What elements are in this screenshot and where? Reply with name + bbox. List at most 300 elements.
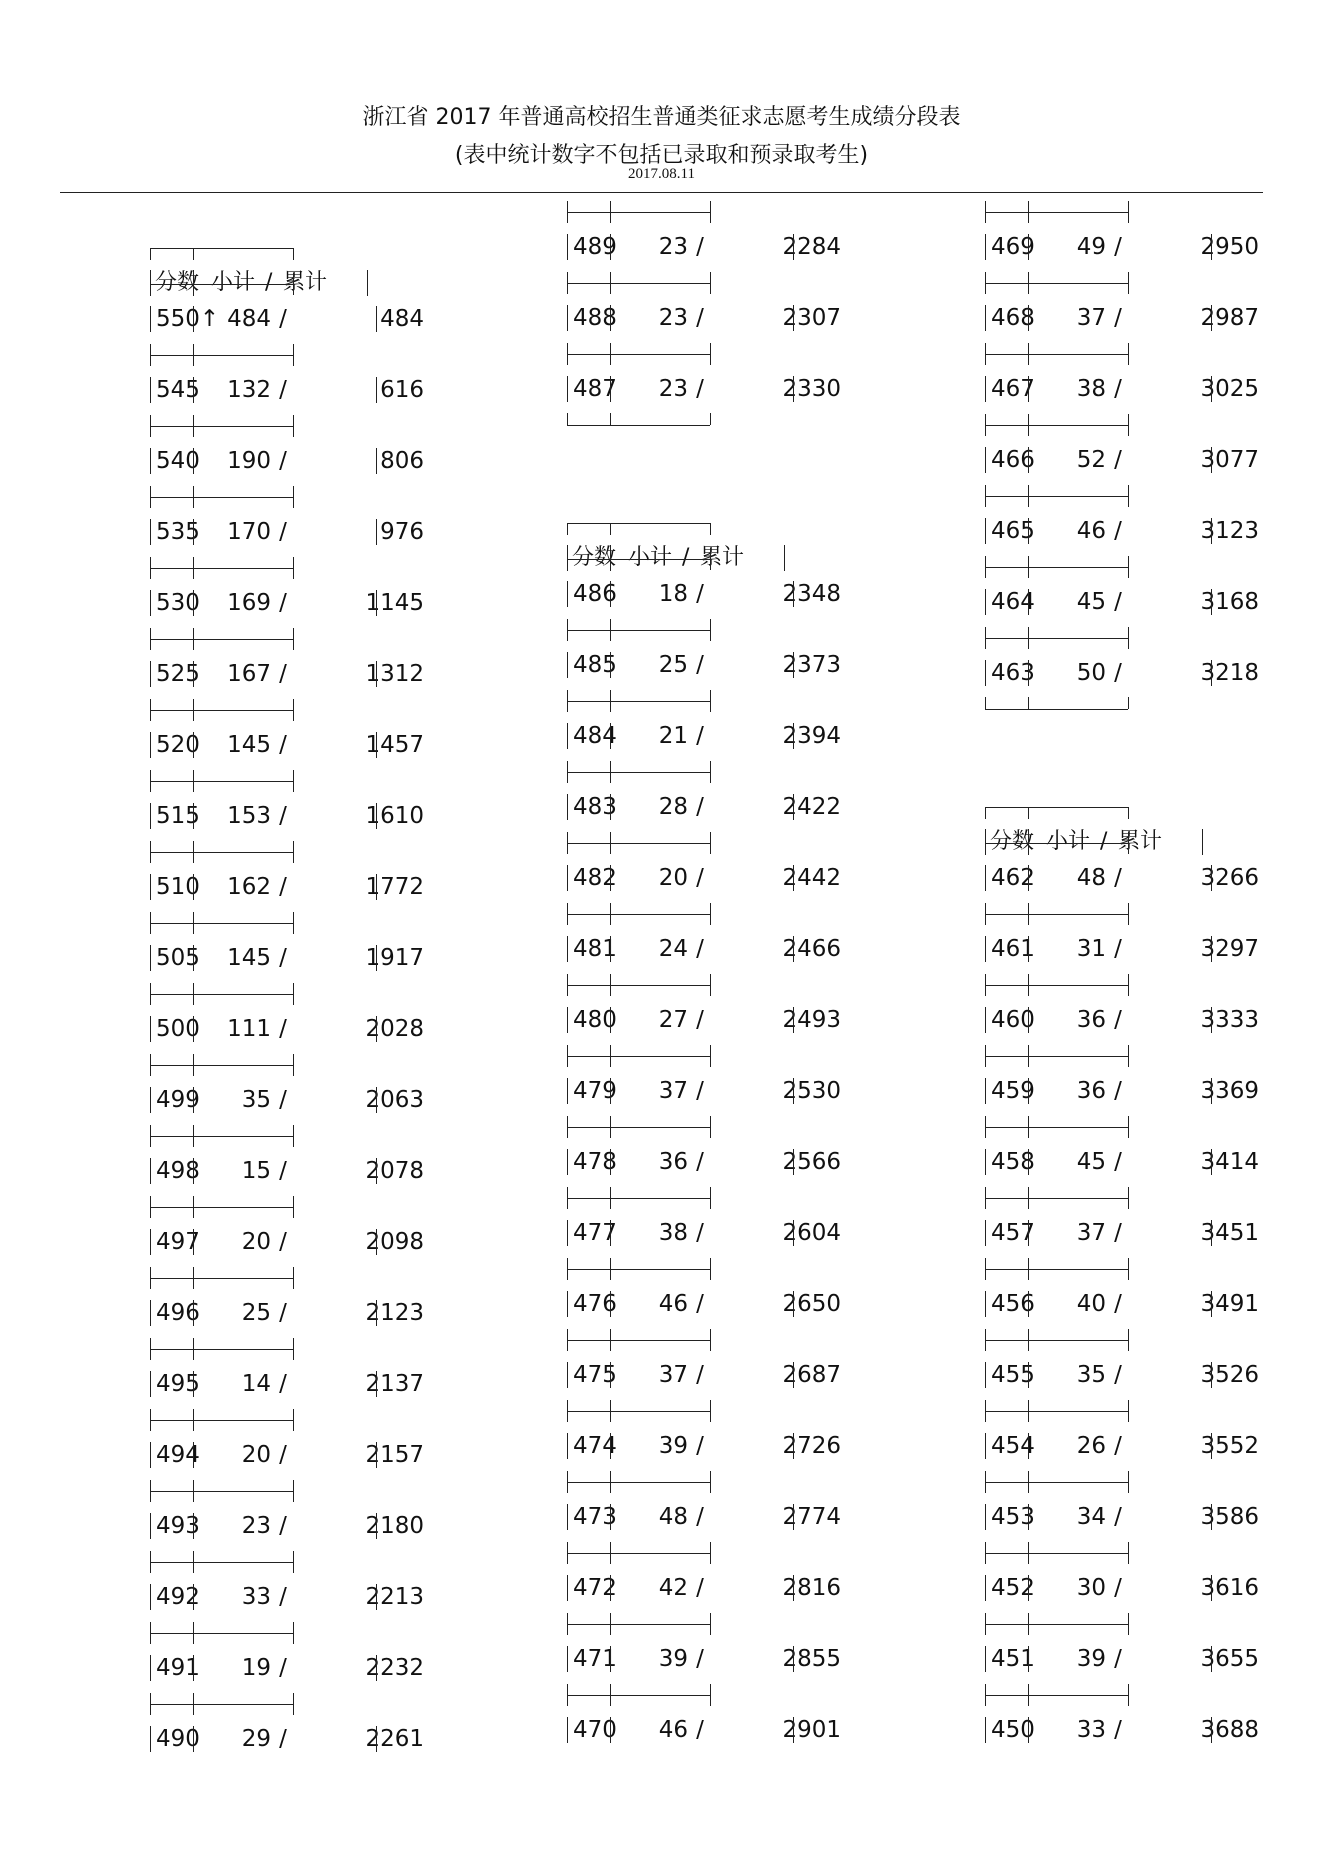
table-rule-line — [985, 1127, 1128, 1128]
cell-border — [610, 1362, 611, 1388]
cell-border — [610, 936, 611, 962]
score-row — [567, 1218, 841, 1248]
table-rule-tick — [293, 273, 294, 295]
table-rule-tick — [567, 1542, 568, 1564]
count-slash: / — [279, 1300, 287, 1326]
cell-border — [985, 1717, 986, 1743]
table-rule-tick — [985, 272, 986, 294]
table-rule-tick — [610, 1471, 611, 1493]
cell-border — [1211, 936, 1212, 962]
table-rule-tick — [293, 1267, 294, 1289]
cumulative-value: 3333 — [1200, 1007, 1259, 1033]
score-value: 473 — [573, 1504, 617, 1530]
table-rule-tick — [193, 1409, 194, 1431]
cell-border — [793, 1291, 794, 1317]
cell-border — [567, 1149, 568, 1175]
table-rule-line — [150, 568, 293, 569]
cumulative-value: 2028 — [365, 1016, 424, 1042]
score-value: 463 — [991, 660, 1035, 686]
count-value: 37 — [658, 1362, 688, 1388]
cell-border — [150, 1158, 151, 1184]
score-row — [985, 232, 1259, 262]
score-row — [150, 1298, 424, 1328]
count-slash: / — [1114, 305, 1122, 331]
score-row — [567, 1076, 841, 1106]
table-rule-tick — [193, 1125, 194, 1147]
table-rule-tick — [710, 523, 711, 535]
cumulative-value: 2394 — [782, 723, 841, 749]
score-row — [567, 303, 841, 333]
cumulative-value: 2566 — [782, 1149, 841, 1175]
count-slash: / — [279, 1229, 287, 1255]
cell-border — [1028, 305, 1029, 331]
count-slash: / — [1114, 447, 1122, 473]
score-value: 480 — [573, 1007, 617, 1033]
count-slash: / — [1114, 1717, 1122, 1743]
table-rule-tick — [610, 1613, 611, 1635]
cumulative-value: 3552 — [1200, 1433, 1259, 1459]
score-value: 515 — [156, 803, 200, 829]
cell-border — [784, 545, 785, 571]
cell-border — [193, 661, 194, 687]
table-rule-tick — [1028, 1400, 1029, 1422]
table-rule-tick — [610, 761, 611, 783]
table-rule-tick — [150, 699, 151, 721]
table-rule-tick — [985, 1684, 986, 1706]
cell-border — [193, 519, 194, 545]
cell-border — [193, 874, 194, 900]
score-value: 460 — [991, 1007, 1035, 1033]
table-rule-tick — [567, 1684, 568, 1706]
score-row — [150, 801, 424, 831]
table-rule-line — [985, 914, 1128, 915]
table-rule-tick — [193, 1693, 194, 1715]
score-row — [567, 1644, 841, 1674]
score-value: 474 — [573, 1433, 617, 1459]
document-title: 浙江省 2017 年普通高校招生普通类征求志愿考生成绩分段表 — [362, 105, 961, 130]
cell-border — [567, 234, 568, 260]
count-value: 42 — [658, 1575, 688, 1601]
cumulative-value: 2816 — [782, 1575, 841, 1601]
count-slash: / — [696, 723, 704, 749]
count-slash: / — [279, 1513, 287, 1539]
header-score-label: 分数 — [155, 270, 200, 295]
cell-border — [1211, 589, 1212, 615]
score-row — [567, 1715, 841, 1745]
cumulative-value: 2901 — [782, 1717, 841, 1743]
score-value: 486 — [573, 581, 617, 607]
cell-border — [567, 1646, 568, 1672]
table-rule-tick — [710, 903, 711, 925]
table-rule-tick — [610, 974, 611, 996]
count-slash: / — [696, 1007, 704, 1033]
score-row — [567, 1502, 841, 1532]
count-slash: / — [279, 306, 287, 332]
table-rule-tick — [1128, 1116, 1129, 1138]
cumulative-value: 2604 — [782, 1220, 841, 1246]
cell-border — [1211, 1291, 1212, 1317]
table-rule-tick — [710, 1542, 711, 1564]
count-slash: / — [279, 590, 287, 616]
table-rule-line — [985, 1340, 1128, 1341]
table-rule-line — [150, 248, 293, 249]
table-rule-line — [150, 1349, 293, 1350]
table-rule-tick — [1128, 343, 1129, 365]
score-value: 461 — [991, 936, 1035, 962]
table-rule-tick — [293, 557, 294, 579]
table-rule-line — [150, 497, 293, 498]
cumulative-value: 3414 — [1200, 1149, 1259, 1175]
score-row — [150, 304, 424, 334]
table-rule-tick — [293, 1551, 294, 1573]
count-value: 484 — [227, 306, 271, 332]
cumulative-value: 2493 — [782, 1007, 841, 1033]
cell-border — [150, 732, 151, 758]
table-rule-tick — [610, 1045, 611, 1067]
table-rule-tick — [1128, 1187, 1129, 1209]
cell-border — [567, 1717, 568, 1743]
cumulative-value: 3123 — [1200, 518, 1259, 544]
score-value: 464 — [991, 589, 1035, 615]
score-value: 468 — [991, 305, 1035, 331]
cell-border — [150, 1442, 151, 1468]
score-row — [985, 587, 1259, 617]
table-rule-tick — [193, 1338, 194, 1360]
cell-border — [793, 376, 794, 402]
score-row — [567, 1289, 841, 1319]
count-slash: / — [1114, 865, 1122, 891]
cell-border — [610, 376, 611, 402]
cumulative-value: 2063 — [365, 1087, 424, 1113]
table-rule-tick — [293, 912, 294, 934]
table-rule-tick — [710, 1329, 711, 1351]
score-row — [567, 1431, 841, 1461]
cumulative-value: 2950 — [1200, 234, 1259, 260]
cell-border — [985, 518, 986, 544]
count-slash: / — [1114, 936, 1122, 962]
cumulative-value: 3616 — [1200, 1575, 1259, 1601]
score-value: 485 — [573, 652, 617, 678]
score-row — [150, 1085, 424, 1115]
cell-border — [793, 1149, 794, 1175]
header-count-label: 小计 — [628, 545, 673, 570]
table-rule-tick — [1128, 201, 1129, 223]
count-slash: / — [1114, 1078, 1122, 1104]
table-rule-line — [985, 1269, 1128, 1270]
cell-border — [567, 581, 568, 607]
count-slash: / — [279, 1726, 287, 1752]
table-rule-tick — [293, 1054, 294, 1076]
cell-border — [1028, 447, 1029, 473]
cell-border — [985, 1646, 986, 1672]
table-rule-tick — [610, 548, 611, 570]
score-value: 496 — [156, 1300, 200, 1326]
table-rule-tick — [1128, 1329, 1129, 1351]
count-slash: / — [1114, 376, 1122, 402]
table-rule-tick — [985, 807, 986, 819]
table-rule-tick — [193, 1480, 194, 1502]
table-rule-line — [985, 354, 1128, 355]
table-rule-line — [150, 710, 293, 711]
table-rule-tick — [985, 832, 986, 854]
cell-border — [793, 1362, 794, 1388]
cell-border — [1211, 447, 1212, 473]
table-rule-tick — [710, 201, 711, 223]
score-row — [567, 934, 841, 964]
table-rule-tick — [567, 1613, 568, 1635]
cell-border — [985, 376, 986, 402]
score-value: 462 — [991, 865, 1035, 891]
cell-border — [985, 1007, 986, 1033]
table-rule-tick — [985, 1329, 986, 1351]
cell-border — [567, 936, 568, 962]
cell-border — [985, 1433, 986, 1459]
table-rule-tick — [567, 619, 568, 641]
cell-border — [1028, 1149, 1029, 1175]
cell-border — [610, 1149, 611, 1175]
count-slash: / — [279, 448, 287, 474]
cell-border — [376, 874, 377, 900]
cumulative-value: 2726 — [782, 1433, 841, 1459]
count-slash: / — [279, 1087, 287, 1113]
count-value: 26 — [1076, 1433, 1106, 1459]
score-row — [150, 1227, 424, 1257]
cell-border — [1211, 1575, 1212, 1601]
cumulative-value: 976 — [380, 519, 424, 545]
count-value: 36 — [658, 1149, 688, 1175]
count-slash: / — [1114, 1646, 1122, 1672]
cell-border — [1211, 1362, 1212, 1388]
table-rule-tick — [193, 248, 194, 260]
score-value: 483 — [573, 794, 617, 820]
header-cumulative-label: 累计 — [1118, 829, 1163, 854]
cell-border — [1028, 589, 1029, 615]
table-rule-tick — [1128, 485, 1129, 507]
table-rule-tick — [1028, 556, 1029, 578]
score-value: 466 — [991, 447, 1035, 473]
table-rule-tick — [985, 1400, 986, 1422]
table-rule-tick — [293, 1480, 294, 1502]
table-rule-tick — [710, 1045, 711, 1067]
cell-border — [1211, 1646, 1212, 1672]
cell-border — [1028, 1291, 1029, 1317]
table-rule-tick — [1128, 627, 1129, 649]
table-rule-tick — [610, 272, 611, 294]
cell-border — [610, 1717, 611, 1743]
count-slash: / — [1114, 1575, 1122, 1601]
score-value: 489 — [573, 234, 617, 260]
count-value: 37 — [658, 1078, 688, 1104]
cell-border — [1211, 234, 1212, 260]
count-value: 190 — [227, 448, 271, 474]
cell-border — [985, 1362, 986, 1388]
cell-border — [193, 1655, 194, 1681]
table-rule-line — [985, 496, 1128, 497]
cell-border — [193, 377, 194, 403]
table-rule-tick — [710, 1613, 711, 1635]
score-row — [567, 721, 841, 751]
cell-border — [1028, 1220, 1029, 1246]
score-value: 459 — [991, 1078, 1035, 1104]
cell-border — [610, 1078, 611, 1104]
score-row — [985, 1005, 1259, 1035]
count-slash: / — [696, 1149, 704, 1175]
cell-border — [193, 945, 194, 971]
cumulative-value: 2774 — [782, 1504, 841, 1530]
table-rule-tick — [1028, 414, 1029, 436]
table-rule-line — [150, 1562, 293, 1563]
cell-border — [793, 1646, 794, 1672]
table-rule-tick — [193, 486, 194, 508]
cumulative-value: 3025 — [1200, 376, 1259, 402]
table-rule-tick — [1028, 974, 1029, 996]
table-rule-tick — [567, 690, 568, 712]
table-rule-tick — [293, 841, 294, 863]
table-rule-line — [567, 523, 710, 524]
table-rule-tick — [1028, 1045, 1029, 1067]
table-rule-line — [150, 1065, 293, 1066]
cell-border — [376, 1016, 377, 1042]
table-rule-tick — [150, 1054, 151, 1076]
table-rule-tick — [1028, 1471, 1029, 1493]
table-rule-tick — [567, 343, 568, 365]
score-value: 481 — [573, 936, 617, 962]
cell-border — [793, 652, 794, 678]
table-rule-tick — [150, 770, 151, 792]
header-score-label: 分数 — [990, 829, 1035, 854]
cumulative-value: 2261 — [365, 1726, 424, 1752]
table-rule-tick — [567, 413, 568, 425]
cell-border — [376, 590, 377, 616]
table-rule-tick — [610, 201, 611, 223]
table-rule-tick — [567, 1329, 568, 1351]
count-slash: / — [1114, 1362, 1122, 1388]
header-count-label: 小计 — [1046, 829, 1091, 854]
table-rule-tick — [293, 1409, 294, 1431]
table-rule-tick — [610, 690, 611, 712]
cell-border — [1211, 660, 1212, 686]
cell-border — [376, 661, 377, 687]
count-value: 23 — [658, 376, 688, 402]
score-row — [567, 232, 841, 262]
table-rule-line — [985, 1198, 1128, 1199]
table-rule-tick — [1028, 903, 1029, 925]
cell-border — [193, 1513, 194, 1539]
count-value: 49 — [1076, 234, 1106, 260]
table-rule-line — [150, 781, 293, 782]
table-rule-line — [985, 807, 1128, 808]
cell-border — [793, 234, 794, 260]
cell-border — [567, 1504, 568, 1530]
table-rule-line — [567, 630, 710, 631]
cumulative-value: 2123 — [365, 1300, 424, 1326]
table-rule-tick — [293, 1693, 294, 1715]
score-value: 525 — [156, 661, 200, 687]
count-value: 48 — [658, 1504, 688, 1530]
table-rule-tick — [193, 1267, 194, 1289]
cumulative-value: 3266 — [1200, 865, 1259, 891]
table-rule-line — [567, 914, 710, 915]
table-rule-line — [985, 1411, 1128, 1412]
header-count-label: 小计 — [211, 270, 256, 295]
count-slash: / — [696, 936, 704, 962]
cell-border — [793, 1504, 794, 1530]
score-value: 550↑ — [156, 306, 220, 332]
table-rule-tick — [150, 486, 151, 508]
cumulative-value: 2078 — [365, 1158, 424, 1184]
score-value: 465 — [991, 518, 1035, 544]
cell-border — [1211, 1504, 1212, 1530]
cumulative-value: 3655 — [1200, 1646, 1259, 1672]
cell-border — [193, 1158, 194, 1184]
cell-border — [1211, 865, 1212, 891]
cumulative-value: 3218 — [1200, 660, 1259, 686]
table-rule-tick — [1128, 1400, 1129, 1422]
table-rule-line — [567, 559, 710, 560]
table-rule-tick — [610, 903, 611, 925]
table-rule-tick — [985, 556, 986, 578]
cell-border — [793, 794, 794, 820]
table-rule-tick — [193, 1551, 194, 1573]
table-rule-line — [567, 701, 710, 702]
cell-border — [793, 1717, 794, 1743]
score-row — [150, 588, 424, 618]
cell-border — [567, 1220, 568, 1246]
score-value: 478 — [573, 1149, 617, 1175]
score-value: 520 — [156, 732, 200, 758]
count-value: 25 — [241, 1300, 271, 1326]
table-rule-tick — [567, 761, 568, 783]
cell-border — [193, 1584, 194, 1610]
table-rule-line — [150, 1704, 293, 1705]
table-rule-line — [567, 1695, 710, 1696]
table-rule-line — [985, 1695, 1128, 1696]
table-rule-tick — [193, 273, 194, 295]
score-value: 469 — [991, 234, 1035, 260]
table-rule-tick — [1028, 1684, 1029, 1706]
cumulative-value: 3586 — [1200, 1504, 1259, 1530]
table-rule-tick — [1028, 1542, 1029, 1564]
cell-border — [610, 652, 611, 678]
cumulative-value: 1145 — [365, 590, 424, 616]
cell-border — [985, 1575, 986, 1601]
table-rule-tick — [985, 627, 986, 649]
cell-border — [150, 519, 151, 545]
table-rule-tick — [150, 1196, 151, 1218]
cumulative-value: 2422 — [782, 794, 841, 820]
score-row — [985, 1573, 1259, 1603]
cumulative-value: 2466 — [782, 936, 841, 962]
score-value: 487 — [573, 376, 617, 402]
count-slash: / — [279, 519, 287, 545]
table-rule-line — [150, 1633, 293, 1634]
table-rule-line — [567, 1127, 710, 1128]
cell-border — [985, 589, 986, 615]
cumulative-value: 484 — [380, 306, 424, 332]
count-slash: / — [1114, 1007, 1122, 1033]
score-row — [985, 658, 1259, 688]
cell-border — [793, 305, 794, 331]
count-value: 39 — [1076, 1646, 1106, 1672]
cell-border — [376, 1087, 377, 1113]
count-value: 33 — [1076, 1717, 1106, 1743]
count-slash: / — [696, 1646, 704, 1672]
cumulative-value: 3369 — [1200, 1078, 1259, 1104]
table-rule-tick — [150, 1267, 151, 1289]
header-cumulative-label: 累计 — [700, 545, 745, 570]
score-value: 545 — [156, 377, 200, 403]
count-slash: / — [696, 1291, 704, 1317]
